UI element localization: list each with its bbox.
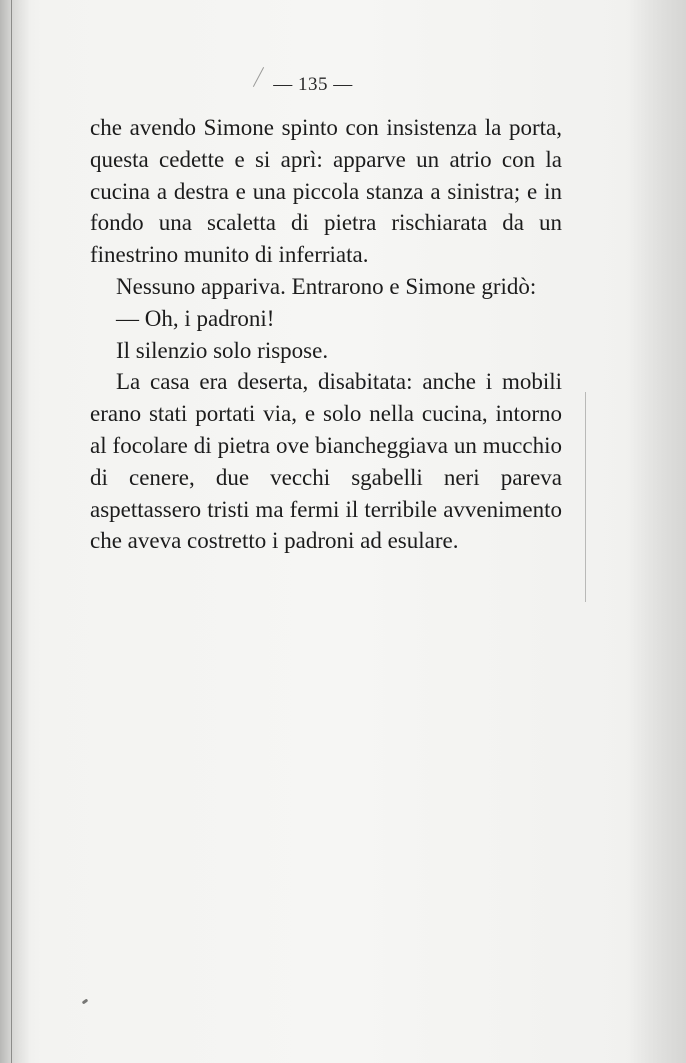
page-binding-line [11,0,12,1063]
ink-speck [82,999,89,1005]
margin-pencil-line [585,392,586,602]
paragraph: che avendo Simone spinto con insistenza la porta, questa cedette e si aprì: apparve un atrio con la cucina a destra e una piccola stanza a sinistra; e in fondo una scaletta di pietra rischiarata da un finestrino munito di inferriata. [90,115,562,268]
dialogue-line: — Oh, i padroni! [116,305,275,331]
paragraph: Il silenzio solo rispose. [116,337,329,363]
page-number: — 135 — [273,74,353,95]
page-binding-edge [0,0,30,1063]
paragraph: La casa era deserta, disabitata: anche i mobili erano stati portati via, e solo nella cucina, intorno al focolare di pietra ove biancheggiava un mucchio di cenere, due vecchi sgabelli neri pareva aspettassero tristi ma fermi il terribile avvenimento che aveva costretto i padroni ad esulare. [90,369,562,554]
page-text [90,112,562,557]
page-edge-shadow [626,0,686,1063]
paragraph: Nessuno appariva. Entrarono e Simone gridò: [116,273,537,299]
